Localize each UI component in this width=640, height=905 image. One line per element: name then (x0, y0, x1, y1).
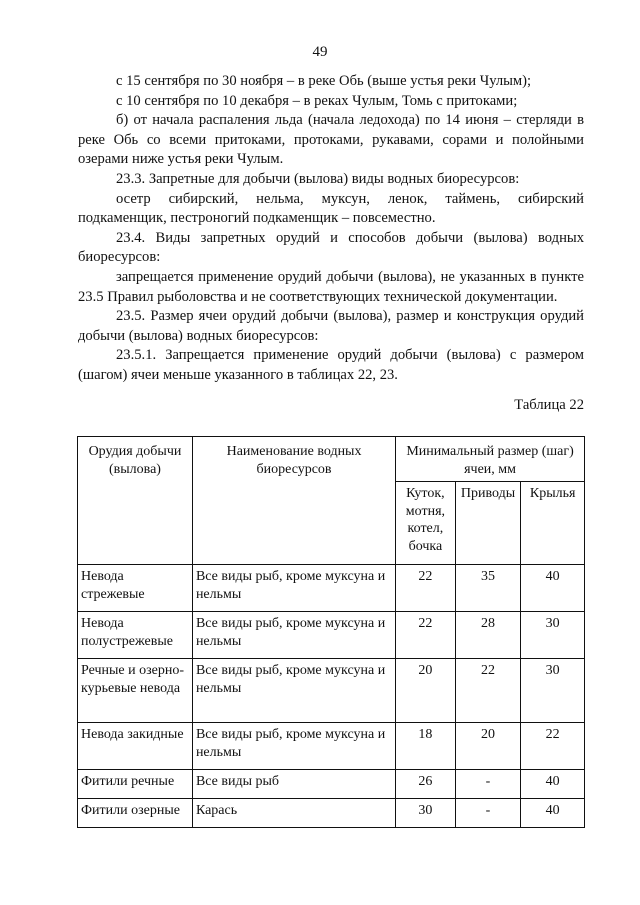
header-sub-leads: Приводы (455, 482, 521, 565)
cell-tool: Фитили речные (78, 770, 193, 799)
table-row (78, 565, 585, 612)
table-row (78, 799, 585, 828)
paragraph: с 15 сентября по 30 ноября – в реке Обь (выше устья реки Чулым); (116, 73, 532, 89)
cell-tool: Невода закидные (78, 723, 193, 770)
cell-name: Все виды рыб, кроме муксуна и нельмы (192, 659, 395, 723)
cell-value: - (455, 770, 521, 799)
header-tool: Орудия добычи (вылова) (78, 437, 193, 565)
paragraph: 23.3. Запретные для добычи (вылова) виды водных биоресурсов: (116, 170, 520, 187)
paragraph: осетр сибирский, нельма, муксун, ленок, таймень, сибирский подкаменщик, пестроногий подкаменщик – повсеместно. (78, 190, 584, 227)
cell-name: Все виды рыб (192, 770, 395, 799)
cell-value: 35 (455, 565, 521, 612)
cell-value: 40 (521, 565, 585, 612)
cell-value: 26 (396, 770, 456, 799)
table-row (78, 770, 585, 799)
table-row (78, 723, 585, 770)
table-row (78, 612, 585, 659)
cell-value: 28 (455, 612, 521, 659)
paragraph: 23.5.1. Запрещается применение орудий добычи (вылова) с размером (шагом) ячеи меньше указанного в таблицах 22, 23. (78, 347, 584, 383)
cell-value: 40 (521, 799, 585, 828)
paragraph: с 10 сентября по 10 декабря – в реках Чулым, Томь с притоками; (116, 92, 518, 109)
paragraph: б) от начала распаления льда (начала ледохода) по 14 июня – стерляди в реке Обь со всеми притоками, протоками, рукавами, сорами и полойными озерами ниже устья реки Чулым. (78, 112, 584, 168)
cell-value: - (455, 799, 521, 828)
body-text (78, 72, 584, 386)
header-name: Наименование водных биоресурсов (192, 437, 395, 565)
cell-name: Все виды рыб, кроме муксуна и нельмы (192, 723, 395, 770)
cell-tool: Невода стрежевые (78, 565, 193, 612)
cell-value: 30 (521, 612, 585, 659)
table-caption: Таблица 22 (514, 397, 584, 413)
cell-value: 40 (521, 770, 585, 799)
cell-name: Все виды рыб, кроме муксуна и нельмы (192, 565, 395, 612)
cell-value: 22 (455, 659, 521, 723)
cell-value: 20 (455, 723, 521, 770)
cell-value: 30 (396, 799, 456, 828)
cell-value: 20 (396, 659, 456, 723)
header-sub-cod: Куток, мотня, котел, бочка (396, 482, 456, 565)
cell-value: 18 (396, 723, 456, 770)
table-header-row (78, 437, 585, 482)
cell-name: Карась (192, 799, 395, 828)
cell-tool: Фитили озерные (78, 799, 193, 828)
cell-value: 22 (521, 723, 585, 770)
cell-value: 22 (396, 612, 456, 659)
paragraph: запрещается применение орудий добычи (вылова), не указанных в пункте 23.5 Правил рыболовства и не соответствующих технической документации. (78, 268, 584, 305)
cell-tool: Невода полустрежевые (78, 612, 193, 659)
cell-value: 30 (521, 659, 585, 723)
paragraph: 23.5. Размер ячеи орудий добычи (вылова), размер и конструкция орудий добычи (вылова) водных биоресурсов: (78, 308, 584, 344)
page-number: 49 (312, 44, 328, 60)
cell-tool: Речные и озерно-курьевые невода (78, 659, 193, 723)
mesh-size-table (77, 436, 585, 828)
table-row (78, 659, 585, 723)
header-min-size: Минимальный размер (шаг) ячеи, мм (396, 437, 585, 482)
cell-name: Все виды рыб, кроме муксуна и нельмы (192, 612, 395, 659)
paragraph: 23.4. Виды запретных орудий и способов добычи (вылова) водных биоресурсов: (78, 229, 584, 266)
cell-value: 22 (396, 565, 456, 612)
header-sub-wings: Крылья (521, 482, 585, 565)
